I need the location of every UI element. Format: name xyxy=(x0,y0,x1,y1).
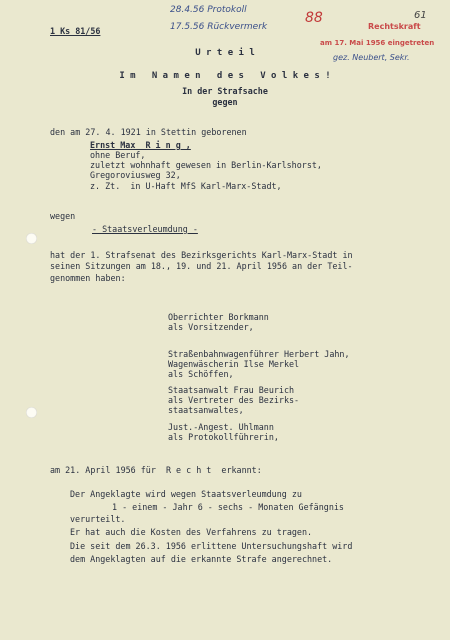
defendant-address-2: Gregoroviusweg 32, xyxy=(90,170,181,180)
participant-4-line-2: als Protokollführerin, xyxy=(168,432,279,442)
participant-2-line-1: Straßenbahnwagenführer Herbert Jahn, xyxy=(168,349,350,359)
handwritten-note-1: 28.4.56 Protokoll xyxy=(170,5,247,15)
court-line-2: seinen Sitzungen am 18., 19. und 21. April 1956 an der Teil- xyxy=(50,261,353,271)
defendant-intro: den am 27. 4. 1921 in Stettin geborenen xyxy=(50,127,247,137)
punch-hole-bottom xyxy=(26,407,37,418)
charge-offense: - Staatsverleumdung - xyxy=(92,224,198,234)
verdict-line-2: 1 - einem - Jahr 6 - sechs - Monaten Gefängnis xyxy=(112,502,344,512)
defendant-profession: ohne Beruf, xyxy=(90,150,146,160)
punch-hole-top xyxy=(26,233,37,244)
defendant-address-1: zuletzt wohnhaft gewesen in Berlin-Karlshorst, xyxy=(90,160,322,170)
case-number: 1 Ks 81/56 xyxy=(50,26,101,36)
defendant-custody: z. Zt. in U-Haft MfS Karl-Marx-Stadt, xyxy=(90,181,282,191)
stamp-title: Rechtskraft xyxy=(368,22,421,31)
participant-3-line-2: als Vertreter des Bezirks- xyxy=(168,395,300,405)
court-line-3: genommen haben: xyxy=(50,273,126,283)
participant-2-line-3: als Schöffen, xyxy=(168,369,234,379)
verdict-intro: am 21. April 1956 für R e c h t erkannt: xyxy=(50,465,262,475)
document-subtitle: I m N a m e n d e s V o l k e s ! xyxy=(119,71,331,81)
handwritten-note-2: 17.5.56 Rückvermerk xyxy=(170,22,268,32)
page-number: 61 xyxy=(414,10,427,21)
verdict-line-5: Die seit dem 26.3. 1956 erlittene Untersuchungshaft wird xyxy=(70,541,353,551)
verdict-line-4: Er hat auch die Kosten des Verfahrens zu tragen. xyxy=(70,527,313,537)
participant-4-line-1: Just.-Angest. Uhlmann xyxy=(168,422,274,432)
participant-3-line-1: Staatsanwalt Frau Beurich xyxy=(168,385,295,395)
defendant-name: Ernst Max R i n g , xyxy=(90,140,191,150)
verdict-line-3: verurteilt. xyxy=(70,514,126,524)
charge-label: wegen xyxy=(50,211,76,221)
document-title: U r t e i l xyxy=(195,48,255,58)
court-line-1: hat der 1. Strafsenat des Bezirksgerichts Karl-Marx-Stadt in xyxy=(50,250,353,260)
verdict-line-1: Der Angeklagte wird wegen Staatsverleumdung zu xyxy=(70,489,302,499)
red-mark: 88 xyxy=(305,10,323,26)
participant-1-line-2: als Vorsitzender, xyxy=(168,322,254,332)
participant-3-line-3: staatsanwaltes, xyxy=(168,405,244,415)
participant-2-line-2: Wagenwäscherin Ilse Merkel xyxy=(168,359,300,369)
stamp-line: am 17. Mai 1956 eingetreten xyxy=(320,39,435,47)
title-line-1: In der Strafsache xyxy=(182,86,268,96)
participant-1-line-1: Oberrichter Borkmann xyxy=(168,312,269,322)
verdict-line-6: dem Angeklagten auf die erkannte Strafe angerechnet. xyxy=(70,554,333,564)
stamp-signature: gez. Neubert, Sekr. xyxy=(333,53,410,62)
title-line-2: gegen xyxy=(212,97,238,107)
